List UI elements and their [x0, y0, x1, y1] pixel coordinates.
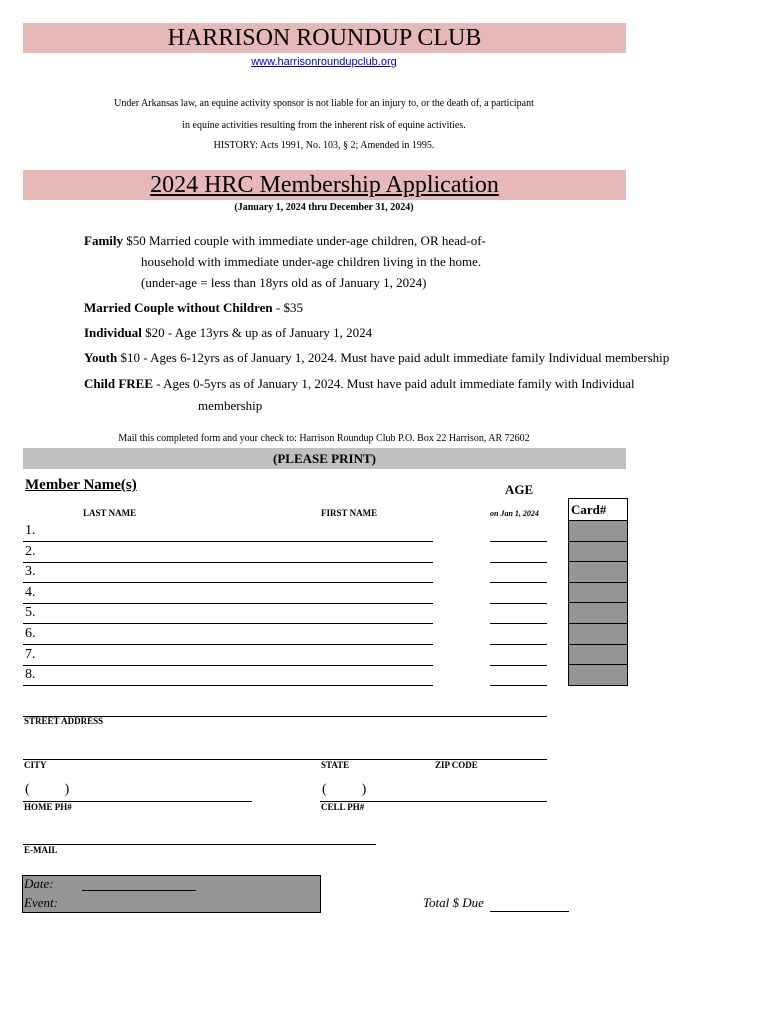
home-phone-paren: ( ): [25, 782, 70, 797]
law-line-3: HISTORY: Acts 1991, No. 103, § 2; Amended in 1995.: [213, 140, 435, 151]
email-label: E-MAIL: [24, 845, 58, 855]
card-cell: [569, 583, 627, 604]
cell-phone-label: CELL PH#: [321, 802, 365, 812]
street-address-label: STREET ADDRESS: [24, 716, 104, 726]
home-phone-label: HOME PH#: [24, 802, 72, 812]
member-name-line[interactable]: [23, 623, 433, 624]
law-line-1: Under Arkansas law, an equine activity sponsor is not liable for an injury to, or the death of, a participant: [114, 98, 534, 109]
member-row-number: 5.: [25, 605, 36, 620]
membership-period: (January 1, 2024 thru December 31, 2024): [234, 202, 414, 213]
child-text: - Ages 0-5yrs as of January 1, 2024. Must have paid adult immediate family with Individual: [153, 376, 635, 391]
card-cell: [569, 665, 627, 685]
member-age-line[interactable]: [490, 541, 547, 542]
individual-label: Individual: [84, 325, 142, 340]
member-age-line[interactable]: [490, 582, 547, 583]
married-membership: [84, 300, 303, 316]
member-age-line[interactable]: [490, 623, 547, 624]
last-name-label: LAST NAME: [83, 508, 137, 518]
member-names-heading: Member Name(s): [25, 477, 137, 493]
member-row-number: 7.: [25, 647, 36, 662]
family-label: Family: [84, 233, 123, 248]
mail-instructions: Mail this completed form and your check to: Harrison Roundup Club P.O. Box 22 Harrison, AR 72602: [118, 433, 530, 444]
member-name-line[interactable]: [23, 685, 433, 686]
member-age-line[interactable]: [490, 665, 547, 666]
youth-label: Youth: [84, 350, 118, 365]
state-label: STATE: [321, 760, 350, 770]
card-number-column: [568, 498, 628, 686]
card-cell: [569, 624, 627, 645]
club-name: HARRISON ROUNDUP CLUB: [167, 25, 482, 51]
member-row-number: 6.: [25, 626, 36, 641]
card-cell: [569, 521, 627, 542]
member-age-line[interactable]: [490, 685, 547, 686]
married-label: Married Couple without Children: [84, 300, 273, 315]
application-title-banner: [23, 170, 626, 200]
zip-label: ZIP CODE: [435, 760, 478, 770]
member-age-line[interactable]: [490, 644, 547, 645]
age-heading: AGE: [505, 482, 534, 497]
member-age-line[interactable]: [490, 603, 547, 604]
office-use-box: [22, 875, 321, 913]
family-membership: [84, 233, 486, 249]
member-row-number: 1.: [25, 523, 36, 538]
married-text: - $35: [272, 300, 303, 315]
member-name-line[interactable]: [23, 582, 433, 583]
total-due-label: Total $ Due: [423, 895, 484, 910]
event-label: Event:: [24, 895, 58, 910]
child-label: Child FREE: [84, 376, 153, 391]
website-link[interactable]: www.harrisonroundupclub.org: [251, 56, 397, 68]
family-text: $50 Married couple with immediate under-age children, OR head-of-: [123, 233, 486, 248]
city-label: CITY: [24, 760, 47, 770]
law-line-2: in equine activities resulting from the inherent risk of equine activities.: [182, 120, 466, 131]
member-name-line[interactable]: [23, 541, 433, 542]
youth-membership: [84, 350, 669, 366]
application-title: 2024 HRC Membership Application: [150, 172, 499, 198]
family-text-line2: household with immediate under-age children living in the home.: [141, 254, 482, 269]
club-name-banner: [23, 23, 626, 53]
child-membership: [84, 376, 635, 392]
child-text-line2: membership: [198, 398, 263, 413]
member-name-line[interactable]: [23, 665, 433, 666]
card-heading: Card#: [569, 499, 627, 521]
member-row-number: 3.: [25, 564, 36, 579]
date-label: Date:: [24, 876, 54, 891]
member-row-number: 4.: [25, 585, 36, 600]
youth-text: $10 - Ages 6-12yrs as of January 1, 2024. Must have paid adult immediate family Individual membership: [117, 350, 670, 365]
individual-text: $20 - Age 13yrs & up as of January 1, 2024: [141, 325, 373, 340]
individual-membership: [84, 325, 372, 341]
card-cell: [569, 645, 627, 666]
member-name-line[interactable]: [23, 562, 433, 563]
member-row-number: 2.: [25, 544, 36, 559]
please-print-banner: (PLEASE PRINT): [23, 448, 626, 469]
member-name-line[interactable]: [23, 644, 433, 645]
card-cell: [569, 562, 627, 583]
family-text-line3: (under-age = less than 18yrs old as of January 1, 2024): [141, 275, 427, 290]
card-cell: [569, 603, 627, 624]
cell-phone-paren: ( ): [322, 782, 367, 797]
card-cell: [569, 542, 627, 563]
member-name-line[interactable]: [23, 603, 433, 604]
first-name-label: FIRST NAME: [321, 508, 378, 518]
age-sub-label: on Jan 1, 2024: [490, 509, 539, 518]
date-line[interactable]: [82, 890, 196, 891]
email-line[interactable]: [23, 844, 376, 845]
total-due-line[interactable]: [490, 911, 569, 912]
member-row-number: 8.: [25, 667, 36, 682]
member-age-line[interactable]: [490, 562, 547, 563]
